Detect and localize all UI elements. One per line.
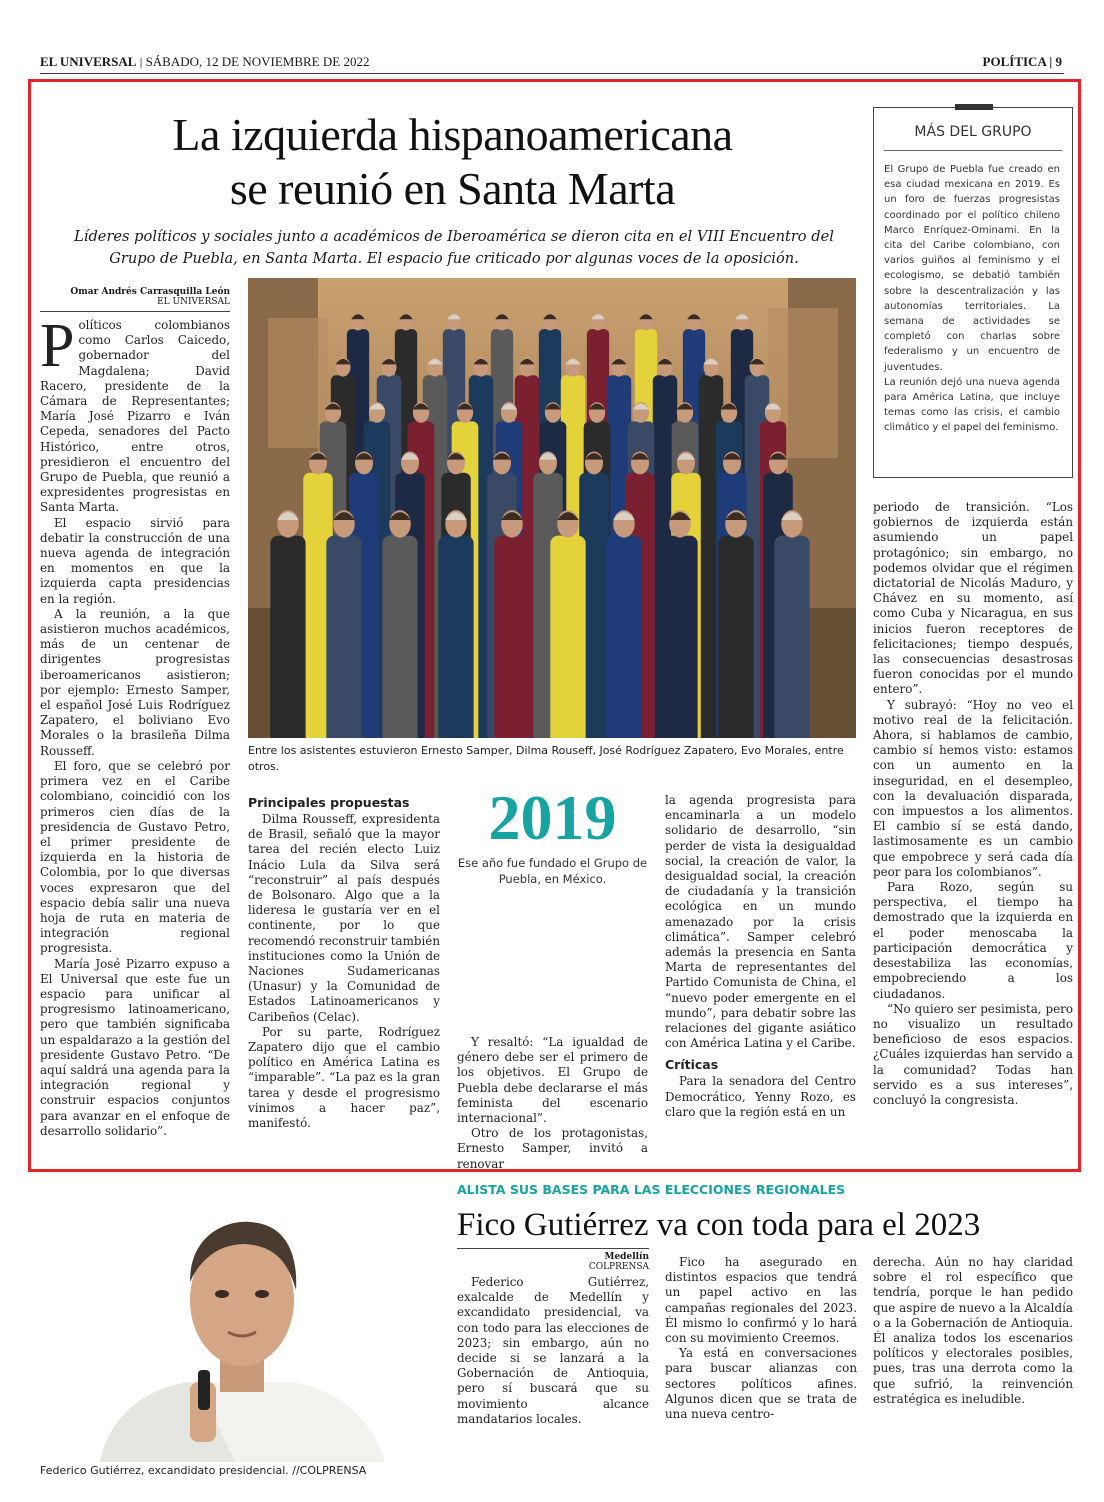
body-paragraph: Fico ha asegurado en distintos espacios que tendrá un papel activo en las campañas regionales del 2023. Él mismo lo confirmó y lo hará con su movimiento Creemos.	[665, 1255, 857, 1346]
body-paragraph: Otro de los protagonistas, Ernesto Samper, invitó a renovar	[457, 1126, 648, 1171]
portrait-photo-image	[40, 1182, 440, 1462]
person-body	[774, 536, 809, 738]
second-story-column-1	[457, 1275, 649, 1427]
body-column-3	[457, 1035, 648, 1172]
body-column-2	[248, 795, 440, 1131]
second-story-byline	[457, 1252, 649, 1272]
body-paragraph: la agenda progresista para encaminarla a un modelo solidario de desarrollo, “sin perder de vista la desigualdad social, la creación de valor, la desigualdad social, la creación de ciudadanía y la transición ecológica en un mundo amenazado por la crisis climática”. Samper celebró además la presencia en Santa Marta de representantes del Partido Comunista de China, el “nuevo poder emergente en el mundo”, para debatir sobre las relaciones del gigante asiático con América Latina y el Caribe.	[665, 793, 856, 1051]
headline-line-2: se reunió en Santa Marta	[229, 163, 676, 214]
person-body	[550, 536, 585, 738]
body-paragraph: María José Pizarro expuso a El Universal que este fue un espacio para unificar al progresismo latinoamericano, pero que también significaba un espaldarazo a la gestión del presidente Gustavo Petro. “De aquí saldrá una agenda para la integración regional y construir espacios conjuntos para avanzar en el enfoque de desarrollo solidario”.	[40, 956, 230, 1138]
running-header-right: POLÍTICA | 9	[982, 54, 1062, 69]
main-headline	[50, 108, 855, 216]
group-photo-image	[248, 278, 856, 738]
body-paragraph: Federico Gutiérrez, exalcalde de Medellín y excandidato presidencial, va con todo para las elecciones de 2023; sin embargo, aún no decide si se lanzará a la Gobernación de Antioquia, pero sí buscará que su movimiento alcance mandatarios locales.	[457, 1275, 649, 1426]
body-paragraph	[40, 312, 230, 516]
group-photo	[248, 278, 856, 738]
body-paragraph: “No quiero ser pesimista, pero no visualizo un resultado beneficioso de esos espacios. ¿Cuáles izquierdas han servido a la comunidad? Todas han servido es a sus intereses”, concluyó la congresista.	[873, 1001, 1073, 1107]
person-body	[606, 536, 641, 738]
person-body	[270, 536, 305, 738]
person-body	[662, 536, 697, 738]
body-paragraph: Ya está en conversaciones para buscar alianzas con sectores políticos afines. Algunos dicen que se trata de una nueva centro-	[665, 1346, 857, 1422]
sidebar-body	[884, 162, 1060, 436]
photo-caption: Entre los asistentes estuvieron Ernesto Samper, Dilma Rouseff, José Rodríguez Zapatero, Evo Morales, entre otros.	[248, 744, 844, 773]
body-text: olíticos colombianos como Carlos Caicedo, gobernador del Magdalena; David Racero, presidente de la Cámara de Representantes; María José Pizarro e Iván Cepeda, senadores del Pacto Histórico, entre otros, presidieron el encuentro del Grupo de Puebla, que reunió a expresidentes progresistas en Santa Marta.	[40, 318, 230, 515]
body-paragraph: Para Rozo, según su perspectiva, el tiempo ha demostrado que la izquierda en el poder menoscaba la participación democrática y desestabiliza las economías, empobreciendo a los ciudadanos.	[873, 880, 1073, 1001]
body-paragraph: derecha. Aún no hay claridad sobre el rol específico que tendría, porque le han pedido que aspire de nuevo a la Alcaldía o a la Gobernación de Antioquia. Él analiza todos los escenarios políticos y electorales posibles, pues, tras una derrota como la que sufrió, la reinvención estratégica es ineludible.	[873, 1255, 1073, 1406]
body-paragraph: El foro, que se celebró por primera vez en el Caribe colombiano, coincidió con los primeros cien días de la presidencia de Gustavo Petro, el primer presidente de izquierda en la historia de Colombia, por lo que diversas voces expresaron que del espacio debía salir una nueva hoja de ruta en materia de integración regional progresista.	[40, 758, 230, 956]
body-paragraph: Dilma Rousseff, expresidenta de Brasil, señaló que la mayor tarea del recién electo Luiz Inácio Lula da Silva será “reconstruir” al país después de Bolsonaro. Algo que a la lideresa le gustaría ver en el continente, por lo que recomendó reconstruir también instituciones como la Unión de Naciones Sudamericanas (Unasur) y la Comunidad de Estados Latinoamericanos y Caribeños (Celac).	[248, 812, 440, 1024]
sidebar-paragraph: La reunión dejó una nueva agenda para América Latina, que incluye temas como las crisis, el cambio climático y el papel del feminismo.	[884, 376, 1060, 434]
byline-outlet: COLPRENSA	[588, 1262, 649, 1272]
portrait-caption: Federico Gutiérrez, excandidato presidencial. //COLPRENSA	[40, 1464, 367, 1477]
section-name: POLÍTICA	[982, 54, 1047, 69]
body-paragraph: Por su parte, Rodríguez Zapatero dijo que el cambio político en América Latina es “imparable”. “La paz es la gran tarea y desde el progresismo vinimos a hacer paz”, manifestó.	[248, 1024, 440, 1131]
sidebar-rule	[884, 150, 1062, 151]
body-paragraph: A la reunión, a la que asistieron muchos académicos, más de un centenar de dirigentes progresistas iberoamericanos asistieron; por ejemplo: Ernesto Samper, el español José Luis Rodríguez Zapatero, el boliviano Evo Morales o la brasileña Dilma Rousseff.	[40, 606, 230, 758]
issue-date: SÁBADO, 12 DE NOVIEMBRE DE 2022	[145, 54, 370, 69]
person-body	[382, 536, 417, 738]
second-story-kicker: ALISTA SUS BASES PARA LAS ELECCIONES REGIONALES	[457, 1182, 846, 1197]
running-header-left: EL UNIVERSAL | SÁBADO, 12 DE NOVIEMBRE DE 2022	[40, 54, 370, 69]
person-body	[438, 536, 473, 738]
body-paragraph: Y subrayó: “Hoy no veo el motivo real de la felicitación. Ahora, si hablamos de cambio, cambio sí hemos visto: estamos con un aumento en la inseguridad, en el desempleo, con la devaluación disparada, con impuestos a los alimentos. El cambio sí se está dando, lastimosamente es un cambio que empobrece y será cada día peor para los colombianos”.	[873, 697, 1073, 879]
second-story-headline: Fico Gutiérrez va con toda para el 2023	[457, 1207, 981, 1243]
byline-author: Omar Andrés Carrasquilla León	[70, 287, 230, 297]
subhead-propuestas: Principales propuestas	[248, 795, 410, 810]
subhead-criticas: Críticas	[665, 1057, 719, 1073]
person-body	[326, 536, 361, 738]
byline-outlet: EL UNIVERSAL	[157, 297, 230, 307]
portrait-photo	[40, 1182, 440, 1462]
body-column-5	[873, 500, 1073, 1108]
drop-cap: P	[40, 312, 75, 380]
body-paragraph: Para la senadora del Centro Democrático, Yenny Rozo, es claro que la región está en un	[665, 1074, 856, 1119]
pull-number: 2019	[488, 782, 617, 853]
body-paragraph: El espacio sirvió para debatir la construcción de una nueva agenda de integración en momentos en que la izquierda capta presidencias en la región.	[40, 515, 230, 606]
byline	[40, 287, 230, 307]
byline-place: Medellín	[604, 1252, 649, 1262]
pull-number-text: Ese año fue fundado el Grupo de Puebla, en México.	[457, 856, 648, 886]
body-paragraph: Y resaltó: “La igualdad de género debe ser el primero de los objetivos. El Grupo de Puebla debe declararse el más feminista del escenario internacional”.	[457, 1035, 648, 1126]
second-story-column-3	[873, 1255, 1073, 1407]
body-paragraph: periodo de transición. “Los gobiernos de izquierda están asumiendo un papel protagónico; sin embargo, no podemos olvidar que el régimen dictatorial de Nicolás Maduro, y Chávez en su momento, así como Cuba y Nicaragua, en sus inicios fueron receptores de felicitaciones; tiempo después, las consecuencias desastrosas fueron conocidas por el mundo entero”.	[873, 500, 1073, 697]
body-column-1	[40, 312, 230, 1139]
page-number: 9	[1055, 54, 1062, 69]
deck: Líderes políticos y sociales junto a académicos de Iberoamérica se dieron cita en el VIII Encuentro del Grupo de Puebla, en Santa Marta. El espacio fue criticado por algunas voces de la oposición.	[74, 228, 834, 267]
sidebar-paragraph: El Grupo de Puebla fue creado en esa ciudad mexicana en 2019. Es un foro de fuerzas progresistas coordinado por el político chileno Marco Enríquez-Ominami. En la cita del Caribe colombiano, con varios guiños al feminismo y el ecologismo, se debatió también sobre la descentralización y las autonomías territoriales. La semana de actividades se completó con charlas sobre federalismo y un encuentro de juventudes.	[884, 164, 1060, 373]
person-body	[494, 536, 529, 738]
byline-rule	[457, 1248, 649, 1249]
person-body	[718, 536, 753, 738]
second-story-column-2	[665, 1255, 857, 1422]
paper-name: EL UNIVERSAL	[40, 54, 137, 69]
header-rule	[40, 73, 1064, 74]
headline-line-1: La izquierda hispanoamericana	[172, 109, 733, 160]
sidebar-top-bar	[955, 104, 993, 110]
body-column-4	[665, 793, 856, 1120]
sidebar-title: MÁS DEL GRUPO	[914, 124, 1032, 140]
